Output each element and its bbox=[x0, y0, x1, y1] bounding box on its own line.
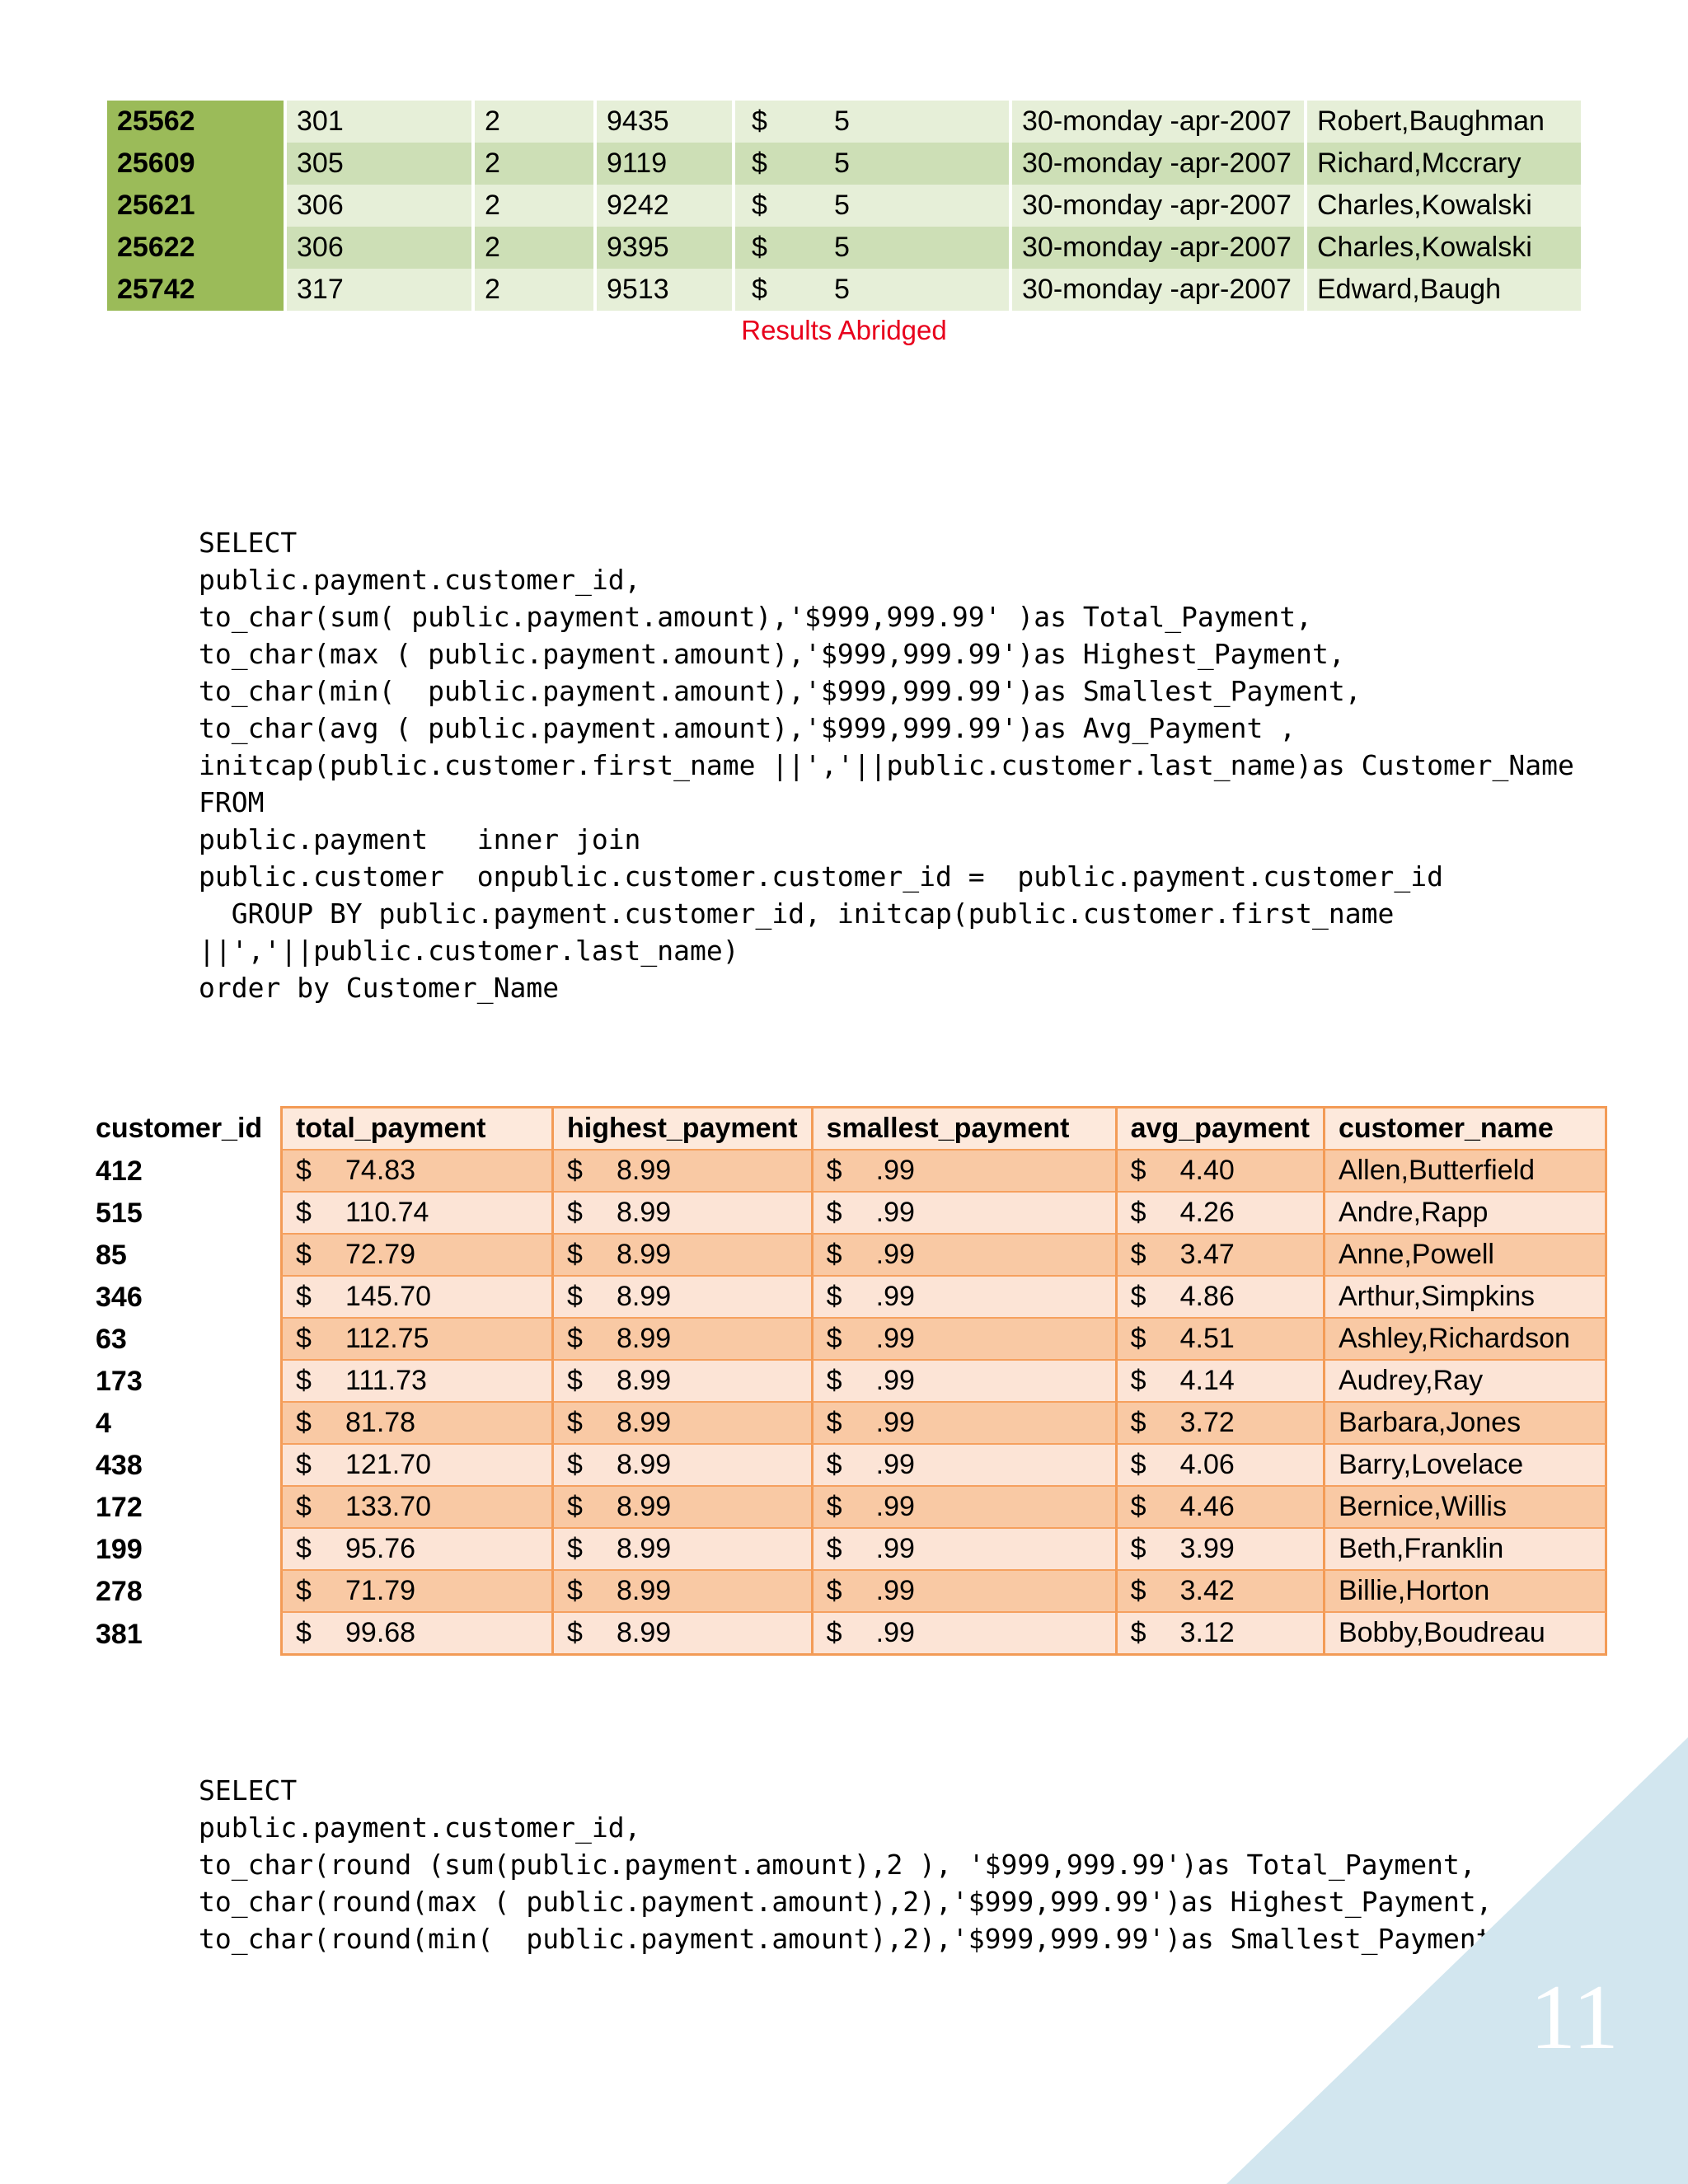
highest-payment-value: 8.99 bbox=[617, 1533, 672, 1564]
highest-payment-cell bbox=[551, 1193, 811, 1235]
customer-name-cell: Barry,Lovelace bbox=[1323, 1445, 1607, 1487]
customer-name-cell: Andre,Rapp bbox=[1323, 1193, 1607, 1235]
currency-symbol: $ bbox=[567, 1491, 583, 1522]
sql-query-rounded-payments: SELECT public.payment.customer_id, to_char(round (sum(public.payment.amount),2 ), '$999,999.99')as Total_Payment, to_char(round(max ( public.payment.amount),2),'$999,999.99')as Highest_Payment, to_char(round(min( public.payment.amount),2),'$999,999.99')as Smallest_Payment, bbox=[199, 1774, 1509, 1955]
smallest-payment-cell bbox=[811, 1151, 1115, 1193]
smallest-payment-cell bbox=[811, 1445, 1115, 1487]
currency-symbol: $ bbox=[567, 1449, 583, 1480]
total-payment-value: 71.79 bbox=[345, 1575, 416, 1606]
currency-symbol: $ bbox=[296, 1407, 312, 1438]
highest-payment-cell bbox=[551, 1361, 811, 1403]
staff-cell: 317 bbox=[287, 269, 471, 311]
smallest-payment-cell bbox=[811, 1529, 1115, 1571]
highest-payment-value: 8.99 bbox=[617, 1155, 672, 1186]
avg-payment-value: 4.06 bbox=[1179, 1449, 1235, 1480]
currency-symbol: $ bbox=[826, 1575, 842, 1606]
avg-payment-cell bbox=[1115, 1445, 1323, 1487]
rental-row bbox=[107, 101, 1581, 143]
highest-payment-cell bbox=[551, 1403, 811, 1445]
currency-symbol: $ bbox=[296, 1197, 312, 1228]
customer-id-cell: 199 bbox=[82, 1529, 280, 1571]
highest-payment-cell bbox=[551, 1235, 811, 1277]
rental-number-cell: 9395 bbox=[597, 227, 732, 269]
currency-symbol: $ bbox=[826, 1491, 842, 1522]
highest-payment-cell bbox=[551, 1529, 811, 1571]
payment-row bbox=[82, 1445, 1607, 1487]
smallest-payment-cell bbox=[811, 1403, 1115, 1445]
customer-id-cell: 63 bbox=[82, 1319, 280, 1361]
total-payment-cell bbox=[280, 1529, 551, 1571]
customer-id-cell: 4 bbox=[82, 1403, 280, 1445]
rental-row bbox=[107, 269, 1581, 311]
currency-symbol: $ bbox=[1130, 1281, 1146, 1312]
currency-symbol: $ bbox=[567, 1365, 583, 1396]
currency-symbol: $ bbox=[1130, 1155, 1146, 1186]
total-payment-value: 74.83 bbox=[345, 1155, 416, 1186]
rental-id-cell: 25609 bbox=[107, 143, 284, 185]
currency-symbol: $ bbox=[1130, 1323, 1146, 1354]
total-payment-cell bbox=[280, 1277, 551, 1319]
highest-payment-value: 8.99 bbox=[617, 1323, 672, 1354]
customer-id-cell: 438 bbox=[82, 1445, 280, 1487]
avg-payment-value: 3.99 bbox=[1179, 1533, 1235, 1564]
currency-symbol: $ bbox=[1130, 1197, 1146, 1228]
currency-symbol: $ bbox=[567, 1155, 583, 1186]
customer-name-cell: Allen,Butterfield bbox=[1323, 1151, 1607, 1193]
highest-payment-value: 8.99 bbox=[617, 1407, 672, 1438]
smallest-payment-cell bbox=[811, 1193, 1115, 1235]
results-abridged-note: Results Abridged bbox=[741, 315, 947, 345]
smallest-payment-cell bbox=[811, 1361, 1115, 1403]
customer-name-cell: Richard,Mccrary bbox=[1307, 143, 1581, 185]
rental-id-cell: 25562 bbox=[107, 101, 284, 143]
total-payment-value: 99.68 bbox=[345, 1617, 416, 1648]
total-payment-cell bbox=[280, 1571, 551, 1613]
count-cell: 2 bbox=[475, 227, 593, 269]
rental-number-cell: 9119 bbox=[597, 143, 732, 185]
amount-value: 5 bbox=[834, 190, 850, 221]
smallest-payment-cell bbox=[811, 1571, 1115, 1613]
highest-payment-value: 8.99 bbox=[617, 1281, 672, 1312]
avg-payment-cell bbox=[1115, 1529, 1323, 1571]
total-payment-value: 72.79 bbox=[345, 1239, 416, 1270]
rental-row bbox=[107, 185, 1581, 227]
highest-payment-value: 8.99 bbox=[617, 1491, 672, 1522]
currency-symbol: $ bbox=[296, 1575, 312, 1606]
total-payment-cell bbox=[280, 1487, 551, 1529]
avg-payment-cell bbox=[1115, 1319, 1323, 1361]
customer-name-cell: Beth,Franklin bbox=[1323, 1529, 1607, 1571]
payment-row bbox=[82, 1319, 1607, 1361]
amount-cell bbox=[735, 269, 1009, 311]
rental-id-cell: 25621 bbox=[107, 185, 284, 227]
avg-payment-value: 3.72 bbox=[1179, 1407, 1235, 1438]
currency-symbol: $ bbox=[296, 1365, 312, 1396]
amount-value: 5 bbox=[834, 274, 850, 305]
total-payment-cell bbox=[280, 1361, 551, 1403]
amount-value: 5 bbox=[834, 105, 850, 137]
avg-payment-value: 4.46 bbox=[1179, 1491, 1235, 1522]
amount-cell bbox=[735, 143, 1009, 185]
currency-symbol: $ bbox=[752, 190, 767, 221]
staff-cell: 305 bbox=[287, 143, 471, 185]
currency-symbol: $ bbox=[752, 105, 767, 137]
customer-name-cell: Charles,Kowalski bbox=[1307, 227, 1581, 269]
currency-symbol: $ bbox=[826, 1533, 842, 1564]
corner-triangle-decoration bbox=[1226, 1737, 1688, 2184]
customer-id-cell: 85 bbox=[82, 1235, 280, 1277]
avg-payment-cell bbox=[1115, 1235, 1323, 1277]
highest-payment-cell bbox=[551, 1445, 811, 1487]
currency-symbol: $ bbox=[752, 232, 767, 263]
payment-row bbox=[82, 1487, 1607, 1529]
avg-payment-value: 3.42 bbox=[1179, 1575, 1235, 1606]
currency-symbol: $ bbox=[567, 1617, 583, 1648]
smallest-payment-value: .99 bbox=[875, 1155, 915, 1186]
highest-payment-cell bbox=[551, 1487, 811, 1529]
rental-row bbox=[107, 143, 1581, 185]
rental-id-cell: 25742 bbox=[107, 269, 284, 311]
currency-symbol: $ bbox=[752, 148, 767, 179]
customer-name-cell: Charles,Kowalski bbox=[1307, 185, 1581, 227]
avg-payment-cell bbox=[1115, 1487, 1323, 1529]
total-payment-cell bbox=[280, 1193, 551, 1235]
date-cell: 30-monday -apr-2007 bbox=[1012, 269, 1304, 311]
payment-row bbox=[82, 1193, 1607, 1235]
highest-payment-value: 8.99 bbox=[617, 1365, 672, 1396]
count-cell: 2 bbox=[475, 143, 593, 185]
total-payment-value: 112.75 bbox=[345, 1323, 429, 1354]
staff-cell: 306 bbox=[287, 227, 471, 269]
avg-payment-cell bbox=[1115, 1571, 1323, 1613]
customer-id-cell: 278 bbox=[82, 1571, 280, 1613]
customer-name-cell: Audrey,Ray bbox=[1323, 1361, 1607, 1403]
currency-symbol: $ bbox=[567, 1239, 583, 1270]
rental-number-cell: 9242 bbox=[597, 185, 732, 227]
currency-symbol: $ bbox=[826, 1407, 842, 1438]
currency-symbol: $ bbox=[826, 1449, 842, 1480]
payment-summary-header-row bbox=[82, 1106, 1607, 1151]
highest-payment-value: 8.99 bbox=[617, 1617, 672, 1648]
customer-id-cell: 173 bbox=[82, 1361, 280, 1403]
currency-symbol: $ bbox=[1130, 1365, 1146, 1396]
date-cell: 30-monday -apr-2007 bbox=[1012, 143, 1304, 185]
currency-symbol: $ bbox=[296, 1449, 312, 1480]
smallest-payment-value: .99 bbox=[875, 1407, 915, 1438]
highest-payment-value: 8.99 bbox=[617, 1449, 672, 1480]
customer-name-cell: Arthur,Simpkins bbox=[1323, 1277, 1607, 1319]
currency-symbol: $ bbox=[1130, 1491, 1146, 1522]
payment-row bbox=[82, 1235, 1607, 1277]
payment-row bbox=[82, 1151, 1607, 1193]
currency-symbol: $ bbox=[826, 1155, 842, 1186]
avg-payment-cell bbox=[1115, 1613, 1323, 1656]
highest-payment-cell bbox=[551, 1571, 811, 1613]
smallest-payment-value: .99 bbox=[875, 1323, 915, 1354]
total-payment-value: 81.78 bbox=[345, 1407, 416, 1438]
total-payment-cell bbox=[280, 1613, 551, 1656]
smallest-payment-value: .99 bbox=[875, 1281, 915, 1312]
smallest-payment-value: .99 bbox=[875, 1617, 915, 1648]
currency-symbol: $ bbox=[826, 1323, 842, 1354]
currency-symbol: $ bbox=[567, 1197, 583, 1228]
total-payment-cell bbox=[280, 1403, 551, 1445]
currency-symbol: $ bbox=[296, 1239, 312, 1270]
currency-symbol: $ bbox=[567, 1407, 583, 1438]
rental-results-table bbox=[104, 101, 1584, 311]
total-payment-value: 145.70 bbox=[345, 1281, 431, 1312]
avg-payment-value: 3.47 bbox=[1179, 1239, 1235, 1270]
currency-symbol: $ bbox=[1130, 1239, 1146, 1270]
rental-id-cell: 25622 bbox=[107, 227, 284, 269]
staff-cell: 306 bbox=[287, 185, 471, 227]
header-highest-payment: highest_payment bbox=[551, 1106, 811, 1151]
smallest-payment-value: .99 bbox=[875, 1239, 915, 1270]
smallest-payment-value: .99 bbox=[875, 1449, 915, 1480]
smallest-payment-value: .99 bbox=[875, 1533, 915, 1564]
rental-number-cell: 9435 bbox=[597, 101, 732, 143]
total-payment-value: 111.73 bbox=[345, 1365, 427, 1396]
total-payment-value: 121.70 bbox=[345, 1449, 431, 1480]
highest-payment-cell bbox=[551, 1277, 811, 1319]
currency-symbol: $ bbox=[826, 1617, 842, 1648]
avg-payment-value: 4.86 bbox=[1179, 1281, 1235, 1312]
header-avg-payment: avg_payment bbox=[1115, 1106, 1323, 1151]
currency-symbol: $ bbox=[296, 1491, 312, 1522]
avg-payment-value: 4.40 bbox=[1179, 1155, 1235, 1186]
currency-symbol: $ bbox=[296, 1281, 312, 1312]
count-cell: 2 bbox=[475, 269, 593, 311]
customer-name-cell: Robert,Baughman bbox=[1307, 101, 1581, 143]
header-smallest-payment: smallest_payment bbox=[811, 1106, 1115, 1151]
avg-payment-cell bbox=[1115, 1277, 1323, 1319]
customer-name-cell: Anne,Powell bbox=[1323, 1235, 1607, 1277]
currency-symbol: $ bbox=[296, 1617, 312, 1648]
currency-symbol: $ bbox=[296, 1323, 312, 1354]
currency-symbol: $ bbox=[826, 1365, 842, 1396]
avg-payment-cell bbox=[1115, 1193, 1323, 1235]
date-cell: 30-monday -apr-2007 bbox=[1012, 185, 1304, 227]
smallest-payment-cell bbox=[811, 1487, 1115, 1529]
highest-payment-cell bbox=[551, 1613, 811, 1656]
currency-symbol: $ bbox=[826, 1197, 842, 1228]
count-cell: 2 bbox=[475, 101, 593, 143]
currency-symbol: $ bbox=[1130, 1407, 1146, 1438]
sql-query-aggregate-payments: SELECT public.payment.customer_id, to_char(sum( public.payment.amount),'$999,999.99' )as Total_Payment, to_char(max ( public.payment.amount),'$999,999.99')as Highest_Payment, to_char(min( public.payment.amount),'$999,999.99')as Smallest_Payment, to_char(avg ( public.payment.amount),'$999,999.99')as Avg_Payment , initcap(public.customer.first_name ||','||public.customer.last_name)as Customer_Name FROM public.payment inner join public.customer onpublic.customer.customer_id = public.payment.customer_id GROUP BY public.payment.customer_id, initcap(public.customer.first_name ||','||public.customer.last_name) order by Customer_Name bbox=[199, 527, 1574, 1004]
customer-name-cell: Edward,Baugh bbox=[1307, 269, 1581, 311]
smallest-payment-value: .99 bbox=[875, 1491, 915, 1522]
amount-cell bbox=[735, 227, 1009, 269]
customer-id-cell: 381 bbox=[82, 1613, 280, 1656]
rental-number-cell: 9513 bbox=[597, 269, 732, 311]
avg-payment-value: 3.12 bbox=[1179, 1617, 1235, 1648]
total-payment-cell bbox=[280, 1445, 551, 1487]
payment-row bbox=[82, 1613, 1607, 1656]
highest-payment-value: 8.99 bbox=[617, 1239, 672, 1270]
page-number: 11 bbox=[1530, 1966, 1619, 2069]
amount-value: 5 bbox=[834, 232, 850, 263]
currency-symbol: $ bbox=[567, 1575, 583, 1606]
header-customer-name: customer_name bbox=[1323, 1106, 1607, 1151]
currency-symbol: $ bbox=[567, 1281, 583, 1312]
total-payment-value: 133.70 bbox=[345, 1491, 431, 1522]
currency-symbol: $ bbox=[567, 1323, 583, 1354]
smallest-payment-cell bbox=[811, 1319, 1115, 1361]
header-total-payment: total_payment bbox=[280, 1106, 551, 1151]
highest-payment-value: 8.99 bbox=[617, 1575, 672, 1606]
rental-results-body bbox=[107, 101, 1581, 311]
payment-summary-body bbox=[82, 1151, 1607, 1656]
staff-cell: 301 bbox=[287, 101, 471, 143]
currency-symbol: $ bbox=[1130, 1575, 1146, 1606]
avg-payment-value: 4.51 bbox=[1179, 1323, 1235, 1354]
rental-row bbox=[107, 227, 1581, 269]
smallest-payment-cell bbox=[811, 1235, 1115, 1277]
smallest-payment-cell bbox=[811, 1613, 1115, 1656]
header-customer-id: customer_id bbox=[82, 1106, 280, 1151]
highest-payment-value: 8.99 bbox=[617, 1197, 672, 1228]
avg-payment-cell bbox=[1115, 1403, 1323, 1445]
customer-name-cell: Ashley,Richardson bbox=[1323, 1319, 1607, 1361]
payment-row bbox=[82, 1403, 1607, 1445]
currency-symbol: $ bbox=[826, 1239, 842, 1270]
total-payment-value: 110.74 bbox=[345, 1197, 429, 1228]
currency-symbol: $ bbox=[752, 274, 767, 305]
avg-payment-value: 4.26 bbox=[1179, 1197, 1235, 1228]
currency-symbol: $ bbox=[296, 1155, 312, 1186]
payment-row bbox=[82, 1361, 1607, 1403]
customer-name-cell: Billie,Horton bbox=[1323, 1571, 1607, 1613]
currency-symbol: $ bbox=[1130, 1449, 1146, 1480]
highest-payment-cell bbox=[551, 1151, 811, 1193]
customer-name-cell: Bobby,Boudreau bbox=[1323, 1613, 1607, 1656]
currency-symbol: $ bbox=[567, 1533, 583, 1564]
avg-payment-cell bbox=[1115, 1361, 1323, 1403]
highest-payment-cell bbox=[551, 1319, 811, 1361]
amount-cell bbox=[735, 101, 1009, 143]
customer-id-cell: 172 bbox=[82, 1487, 280, 1529]
amount-cell bbox=[735, 185, 1009, 227]
date-cell: 30-monday -apr-2007 bbox=[1012, 227, 1304, 269]
smallest-payment-value: .99 bbox=[875, 1365, 915, 1396]
smallest-payment-cell bbox=[811, 1277, 1115, 1319]
total-payment-value: 95.76 bbox=[345, 1533, 416, 1564]
customer-id-cell: 515 bbox=[82, 1193, 280, 1235]
payment-row bbox=[82, 1277, 1607, 1319]
count-cell: 2 bbox=[475, 185, 593, 227]
customer-id-cell: 346 bbox=[82, 1277, 280, 1319]
smallest-payment-value: .99 bbox=[875, 1575, 915, 1606]
total-payment-cell bbox=[280, 1319, 551, 1361]
currency-symbol: $ bbox=[1130, 1533, 1146, 1564]
currency-symbol: $ bbox=[1130, 1617, 1146, 1648]
customer-name-cell: Bernice,Willis bbox=[1323, 1487, 1607, 1529]
customer-id-cell: 412 bbox=[82, 1151, 280, 1193]
currency-symbol: $ bbox=[826, 1281, 842, 1312]
avg-payment-cell bbox=[1115, 1151, 1323, 1193]
amount-value: 5 bbox=[834, 148, 850, 179]
payment-row bbox=[82, 1571, 1607, 1613]
payment-summary-table bbox=[82, 1106, 1607, 1656]
avg-payment-value: 4.14 bbox=[1179, 1365, 1235, 1396]
date-cell: 30-monday -apr-2007 bbox=[1012, 101, 1304, 143]
currency-symbol: $ bbox=[296, 1533, 312, 1564]
smallest-payment-value: .99 bbox=[875, 1197, 915, 1228]
total-payment-cell bbox=[280, 1151, 551, 1193]
total-payment-cell bbox=[280, 1235, 551, 1277]
customer-name-cell: Barbara,Jones bbox=[1323, 1403, 1607, 1445]
payment-row bbox=[82, 1529, 1607, 1571]
